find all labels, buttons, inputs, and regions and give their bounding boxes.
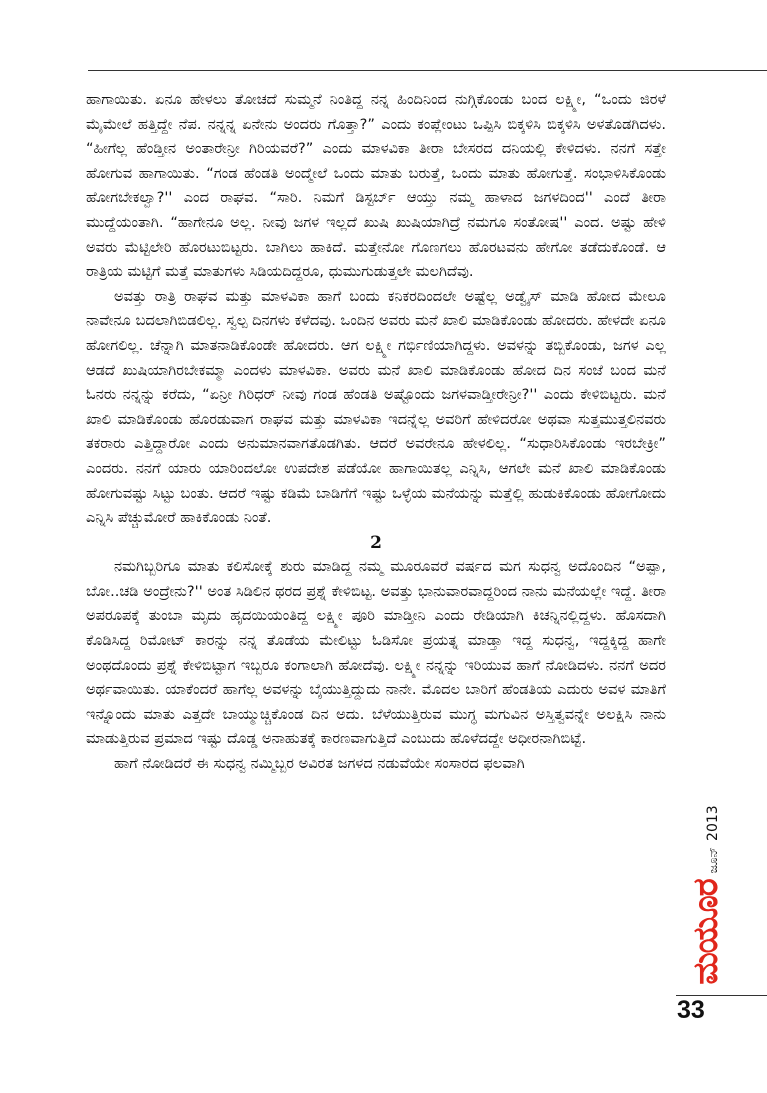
section-number: 2: [370, 532, 382, 553]
issue-month: ಜೂನ್: [706, 846, 720, 874]
magazine-masthead: [676, 800, 736, 990]
paragraph: ಹಾಗೆ ನೋಡಿದರೆ ಈ ಸುಧನ್ವ ನಮ್ಮಿಬ್ಬರ ಅವಿರತ ಜಗಳದ ನಡುವೆಯೇ ಸಂಸಾರದ ಫಲವಾಗಿ: [114, 755, 525, 773]
magazine-name: ಮಯೂರ: [686, 879, 726, 985]
issue-year: 2013: [705, 805, 721, 841]
paragraph: ಅವತ್ತು ರಾತ್ರಿ ರಾಘವ ಮತ್ತು ಮಾಳವಿಕಾ ಹಾಗೆ ಬಂದು ಕನಿಕರದಿಂದಲೇ ಅಷ್ಟೆಲ್ಲ ಅಡ್ವೈಸ್ ಮಾಡಿ ಹೋದ ಮೇಲೂ ನಾವೇನೂ ಬದಲಾಗಿಬಿಡಲಿಲ್ಲ. ಸ್ವಲ್ಪ ದಿನಗಳು ಕಳೆದವು. ಒಂದಿನ ಅವರು ಮನೆ ಖಾಲಿ ಮಾಡಿಕೊಂಡು ಹೋದರು. ಹೇಳದೇ ಏನೂ ಹೋಗಲಿಲ್ಲ. ಚೆನ್ನಾಗಿ ಮಾತನಾಡಿಕೊಂಡೇ ಹೋದರು. ಆಗ ಲಕ್ಷ್ಮೀ ಗರ್ಭಿಣಿಯಾಗಿದ್ದಳು. ಅವಳನ್ನು ತಬ್ಬಿಕೊಂಡು, ಜಗಳ ಎಲ್ಲ ಆಡದೆ ಖುಷಿಯಾಗಿರಬೇಕಮ್ಮಾ ಎಂದಳು ಮಾಳವಿಕಾ. ಅವರು ಮನೆ ಖಾಲಿ ಮಾಡಿಕೊಂಡು ಹೋದ ದಿನ ಸಂಜೆ ಬಂದ ಮನೆ ಓನರು ನನ್ನನ್ನು ಕರೆದು, “ಏನ್ರೀ ಗಿರಿಧರ್ ನೀವು ಗಂಡ ಹೆಂಡತಿ ಅಷ್ಟೊಂದು ಜಗಳವಾಡ್ತೀರೇನ್ರೀ?'' ಎಂದು ಕೇಳಿಬಿಟ್ಟರು. ಮನೆ ಖಾಲಿ ಮಾಡಿಕೊಂಡು ಹೊರಡುವಾಗ ರಾಘವ ಮತ್ತು ಮಾಳವಿಕಾ ಇದನ್ನೆಲ್ಲ ಅವರಿಗೆ ಹೇಳಿದರೋ ಅಥವಾ ಸುತ್ತಮುತ್ತಲಿನವರು ತಕರಾರು ಎತ್ತಿದ್ದಾರೋ ಎಂದು ಅನುಮಾನವಾಗತೊಡಗಿತು. ಆದರೆ ಅವರೇನೂ ಹೇಳಲಿಲ್ಲ. “ಸುಧಾರಿಸಿಕೊಂಡು ಇರಬೇಕ್ರೀ” ಎಂದರು. ನನಗೆ ಯಾರು ಯಾರಿಂದಲೋ ಉಪದೇಶ ಪಡೆಯೋ ಹಾಗಾಯಿತಲ್ಲ ಎನ್ನಿಸಿ, ಆಗಲೇ ಮನೆ ಖಾಲಿ ಮಾಡಿಕೊಂಡು ಹೋಗುವಷ್ಟು ಸಿಟ್ಟು ಬಂತು. ಆದರೆ ಇಷ್ಟು ಕಡಿಮೆ ಬಾಡಿಗೆಗೆ ಇಷ್ಟು ಒಳ್ಳೆಯ ಮನೆಯನ್ನು ಮತ್ತೆಲ್ಲಿ ಹುಡುಕಿಕೊಂಡು ಹೋಗೋದು ಎನ್ನಿಸಿ ಪೆಚ್ಚುಮೋರೆ ಹಾಕಿಕೊಂಡು ನಿಂತೆ.: [86, 287, 666, 527]
header-rule: [88, 70, 767, 71]
paragraph: ಹಾಗಾಯಿತು. ಏನೂ ಹೇಳಲು ತೋಚದೆ ಸುಮ್ಮನೆ ನಿಂತಿದ್ದ ನನ್ನ ಹಿಂದಿನಿಂದ ನುಗ್ಗಿಕೊಂಡು ಬಂದ ಲಕ್ಷ್ಮೀ, “ಒಂದು ಜಿರಳೆ ಮೈಮೇಲೆ ಹತ್ತಿದ್ದೇ ನೆಪ. ನನ್ನನ್ನ ಏನೇನು ಅಂದರು ಗೊತ್ತಾ?” ಎಂದು ಕಂಪ್ಲೇಂಟು ಒಪ್ಪಿಸಿ ಬಿಕ್ಕಳಿಸಿ ಬಿಕ್ಕಳಿಸಿ ಅಳತೊಡಗಿದಳು. “ಹೀಗೆಲ್ಲ ಹೆಂಡ್ತೀನ ಅಂತಾರೇನ್ರೀ ಗಿರಿಯವರೆ?” ಎಂದು ಮಾಳವಿಕಾ ತೀರಾ ಬೇಸರದ ದನಿಯಲ್ಲಿ ಕೇಳಿದಳು. ನನಗೆ ಸತ್ತೇ ಹೋಗುವ ಹಾಗಾಯಿತು. “ಗಂಡ ಹೆಂಡತಿ ಅಂದ್ಮೇಲೆ ಒಂದು ಮಾತು ಬರುತ್ತೆ, ಒಂದು ಮಾತು ಹೋಗುತ್ತೆ. ಸಂಭಾಳಿಸಿಕೊಂಡು ಹೋಗಬೇಕಲ್ವಾ?'' ಎಂದ ರಾಘವ. “ಸಾರಿ. ನಿಮಗೆ ಡಿಸ್ಟರ್ಬ್ ಆಯ್ತು ನಮ್ಮ ಹಾಳಾದ ಜಗಳದಿಂದ'' ಎಂದೆ ತೀರಾ ಮುದ್ದೆಯಂತಾಗಿ. “ಹಾಗೇನೂ ಅಲ್ಲ. ನೀವು ಜಗಳ ಇಲ್ಲದೆ ಖುಷಿ ಖುಷಿಯಾಗಿದ್ರೆ ನಮಗೂ ಸಂತೋಷ'' ಎಂದ. ಅಷ್ಟು ಹೇಳಿ ಅವರು ಮೆಟ್ಟಿಲೇರಿ ಹೊರಟುಬಿಟ್ಟರು. ಬಾಗಿಲು ಹಾಕಿದೆ. ಮತ್ತೇನೋ ಗೊಣಗಲು ಹೊರಟವನು ಹೇಗೋ ತಡೆದುಕೊಂಡೆ. ಆ ರಾತ್ರಿಯ ಮಟ್ಟಿಗೆ ಮತ್ತೆ ಮಾತುಗಳು ಸಿಡಿಯದಿದ್ದರೂ, ಧುಮುಗುಡುತ್ತಲೇ ಮಲಗಿದೆವು.: [86, 91, 666, 281]
paragraph: ನಮಗಿಬ್ಬರಿಗೂ ಮಾತು ಕಲಿಸೋಕ್ಕೆ ಶುರು ಮಾಡಿದ್ದ ನಮ್ಮ ಮೂರೂವರೆ ವರ್ಷದ ಮಗ ಸುಧನ್ವ ಅದೊಂದಿನ “ಅಪ್ಪಾ, ಬೋ..ಚಡಿ ಅಂದ್ರೇನು?'' ಅಂತ ಸಿಡಿಲಿನ ಥರದ ಪ್ರಶ್ನೆ ಕೇಳಿಬಿಟ್ಟ. ಅವತ್ತು ಭಾನುವಾರವಾದ್ದರಿಂದ ನಾನು ಮನೆಯಲ್ಲೇ ಇದ್ದೆ. ತೀರಾ ಅಪರೂಪಕ್ಕೆ ತುಂಬಾ ಮೃದು ಹೃದಯಿಯಂತಿದ್ದ ಲಕ್ಷ್ಮೀ ಪೂರಿ ಮಾಡ್ತೀನಿ ಎಂದು ರೇಡಿಯಾಗಿ ಕಿಚನ್ನಿನಲ್ಲಿದ್ದಳು. ಹೊಸದಾಗಿ ಕೊಡಿಸಿದ್ದ ರಿಮೋಟ್ ಕಾರನ್ನು ನನ್ನ ತೊಡೆಯ ಮೇಲಿಟ್ಟು ಓಡಿಸೋ ಪ್ರಯತ್ನ ಮಾಡ್ತಾ ಇದ್ದ ಸುಧನ್ವ, ಇದ್ದಕ್ಕಿದ್ದ ಹಾಗೇ ಅಂಥದೊಂದು ಪ್ರಶ್ನೆ ಕೇಳಿಬಿಟ್ಟಾಗ ಇಬ್ಬರೂ ಕಂಗಾಲಾಗಿ ಹೋದೆವು. ಲಕ್ಷ್ಮೀ ನನ್ನನ್ನು ಇರಿಯುವ ಹಾಗೆ ನೋಡಿದಳು. ನನಗೆ ಅದರ ಅರ್ಥವಾಯಿತು. ಯಾಕೆಂದರೆ ಹಾಗೆಲ್ಲ ಅವಳನ್ನು ಬೈಯುತ್ತಿದ್ದುದು ನಾನೇ. ಮೊದಲ ಬಾರಿಗೆ ಹೆಂಡತಿಯ ಎದುರು ಅವಳ ಮಾತಿಗೆ ಇನ್ನೊಂದು ಮಾತು ಎತ್ತದೇ ಬಾಯ್ಮುಚ್ಚಿಕೊಂಡ ದಿನ ಅದು. ಬೆಳೆಯುತ್ತಿರುವ ಮುಗ್ಧ ಮಗುವಿನ ಅಸ್ತಿತ್ವವನ್ನೇ ಅಲಕ್ಷಿಸಿ ನಾನು ಮಾಡುತ್ತಿರುವ ಪ್ರಮಾದ ಇಷ್ಟು ದೊಡ್ಡ ಅನಾಹುತಕ್ಕೆ ಕಾರಣವಾಗುತ್ತಿದೆ ಎಂಬುದು ಹೊಳೆದದ್ದೇ ಅಧೀರನಾಗಿಬಿಟ್ಟೆ.: [86, 558, 666, 748]
page-number: 33: [677, 996, 705, 1024]
article-body: [86, 88, 666, 777]
